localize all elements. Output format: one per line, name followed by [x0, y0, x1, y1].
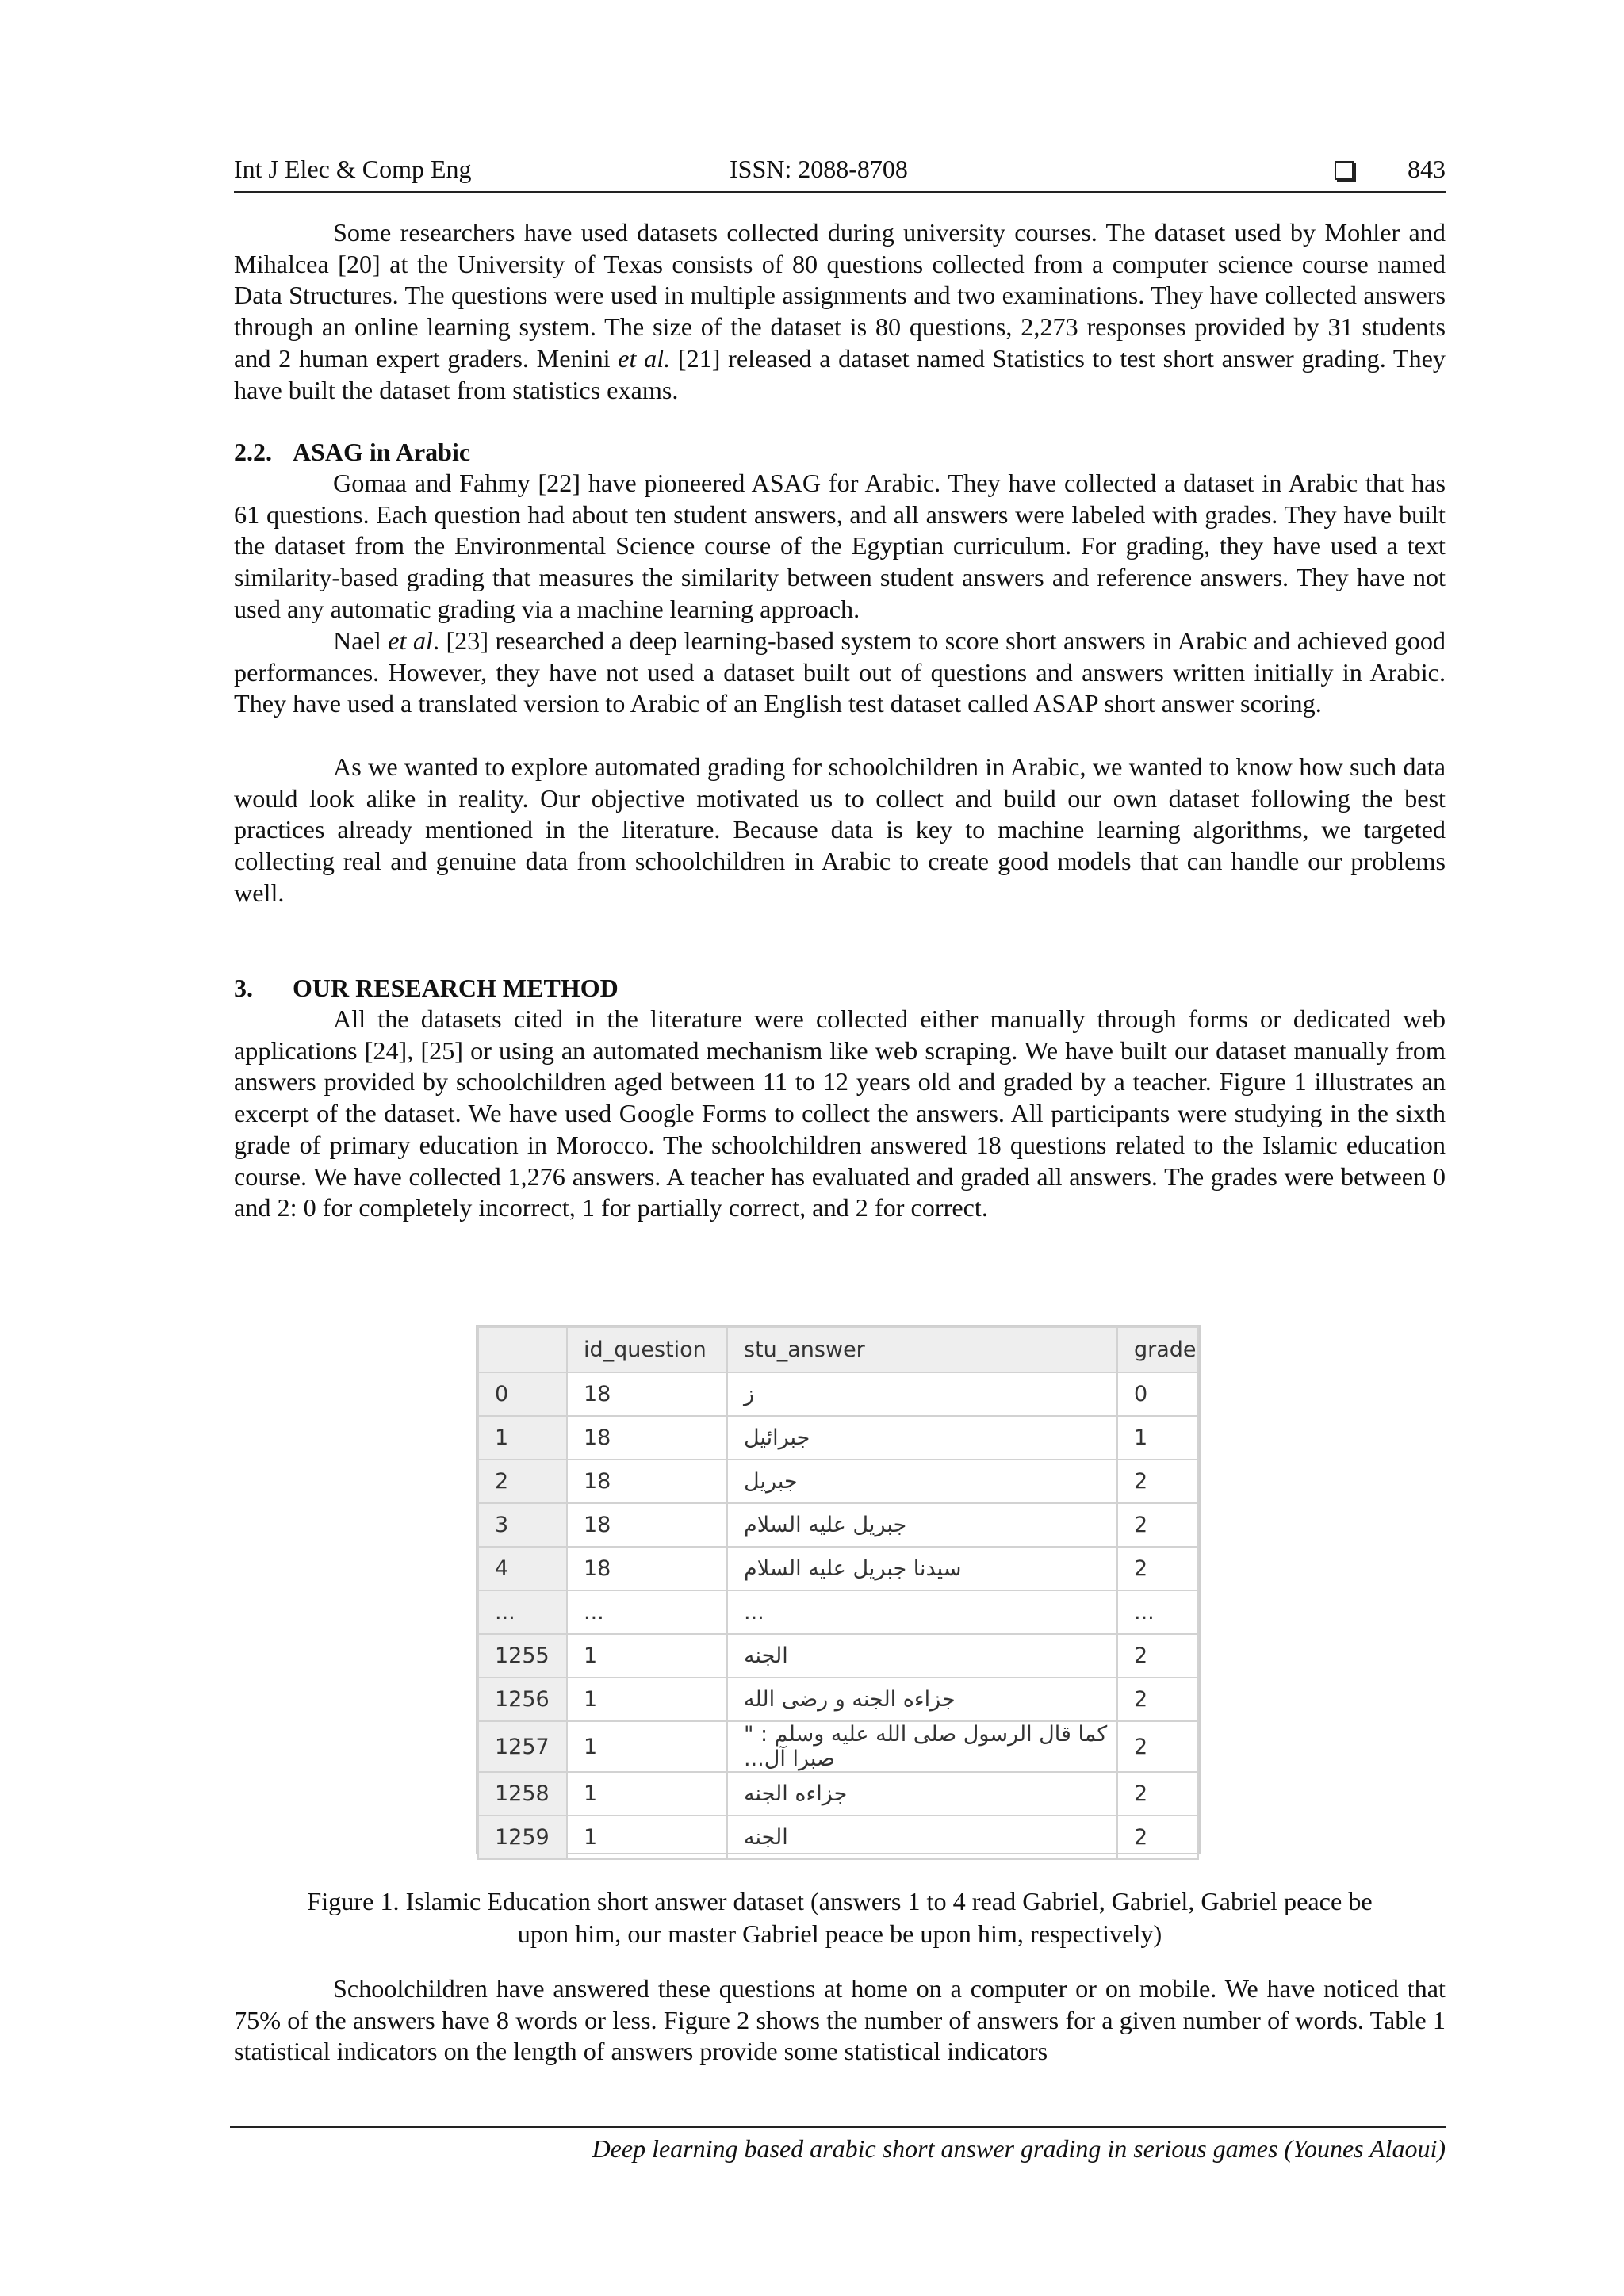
- answer-cell: الجنه: [727, 1816, 1117, 1859]
- grade-cell: 2: [1117, 1721, 1198, 1772]
- section-heading-3: [234, 972, 619, 1004]
- answer-cell: جزاءه الجنه و رضى الله: [727, 1678, 1117, 1721]
- section-title: ASAG in Arabic: [293, 438, 471, 466]
- table-row: [478, 1590, 1198, 1634]
- table-row: [478, 1772, 1198, 1816]
- row-index-cell: 2: [478, 1460, 567, 1503]
- answer-cell: ز: [727, 1372, 1117, 1416]
- column-header: grade: [1117, 1327, 1198, 1372]
- question-id-cell: 18: [567, 1503, 727, 1547]
- section-2-2-paragraph-3: As we wanted to explore automated grading for schoolchildren in Arabic, we wanted to know how such data would look alike in reality. Our objective motivated us to collect and build our own dataset following the best practices already mentioned in the literature. Because data is key to machine learning algorithms, we targeted collecting real and genuine data from schoolchildren in Arabic to create good models that can handle our problems well.: [234, 752, 1446, 907]
- table-row: [478, 1678, 1198, 1721]
- question-id-cell: 1: [567, 1678, 727, 1721]
- answer-cell: الجنه: [727, 1634, 1117, 1678]
- column-header: [478, 1327, 567, 1372]
- table-row: [478, 1721, 1198, 1772]
- answer-cell: جبريل عليه السلام: [727, 1503, 1117, 1547]
- caption-line: Figure 1. Islamic Education short answer dataset (answers 1 to 4 read Gabriel, Gabriel, Gabriel peace be: [307, 1887, 1373, 1915]
- row-index-cell: 1258: [478, 1772, 567, 1816]
- row-index-cell: 1259: [478, 1816, 567, 1859]
- row-index-cell: 1: [478, 1416, 567, 1460]
- answer-cell: ...: [727, 1590, 1117, 1634]
- grade-cell: 2: [1117, 1634, 1198, 1678]
- row-index-cell: 1257: [478, 1721, 567, 1772]
- grade-cell: 0: [1117, 1372, 1198, 1416]
- intro-italic: et al.: [618, 343, 671, 373]
- grade-cell: 2: [1117, 1678, 1198, 1721]
- row-index-cell: 0: [478, 1372, 567, 1416]
- row-index-cell: 4: [478, 1547, 567, 1590]
- section-number: 3.: [234, 974, 253, 1002]
- row-index-cell: 1255: [478, 1634, 567, 1678]
- question-id-cell: ...: [567, 1590, 727, 1634]
- row-index-cell: 1256: [478, 1678, 567, 1721]
- answer-cell: سيدنا جبريل عليه السلام: [727, 1547, 1117, 1590]
- answer-cell: جبرائيل: [727, 1416, 1117, 1460]
- figure-1-table: [476, 1325, 1201, 1854]
- table-header-row: [478, 1327, 1198, 1372]
- running-footer: Deep learning based arabic short answer grading in serious games (Younes Alaoui): [230, 2126, 1446, 2164]
- section-2-2-paragraph-1: Gomaa and Fahmy [22] have pioneered ASAG for Arabic. They have collected a dataset in Arabic that has 61 questions. Each question had about ten student answers, and all answers were labeled with grades. They have built the dataset from the Environmental Science course of the Egyptian curriculum. For grading, they have used a text similarity-based grading that measures the similarity between student answers and reference answers. They have not used any automatic grading via a machine learning approach.: [234, 469, 1446, 623]
- intro-paragraph: [234, 217, 1446, 406]
- intro-text: Some researchers have used datasets collected during university courses. The dataset used by Mohler and Mihalcea [20] at the University of Texas consists of 80 questions collected from a computer science course named Data Structures. The questions were used in multiple assignments and two examinations. They have collected answers through an online learning system. The size of the dataset is 80 questions, 2,273 responses provided by 31 students and 2 human expert graders. Menini: [234, 218, 1446, 373]
- column-header: id_question: [567, 1327, 727, 1372]
- grade-cell: 1: [1117, 1416, 1198, 1460]
- page-number: 843: [1408, 155, 1446, 183]
- table-row: [478, 1547, 1198, 1590]
- question-id-cell: 18: [567, 1460, 727, 1503]
- dataset-table: [477, 1326, 1199, 1860]
- table-row: [478, 1372, 1198, 1416]
- row-index-cell: ...: [478, 1590, 567, 1634]
- section-number: 2.2.: [234, 438, 272, 466]
- closing-paragraph: Schoolchildren have answered these questions at home on a computer or on mobile. We have noticed that 75% of the answers have 8 words or less. Figure 2 shows the number of answers for a given number of words. Table 1 statistical indicators on the length of answers provide some statistical indicators: [234, 1974, 1446, 2066]
- grade-cell: 2: [1117, 1547, 1198, 1590]
- column-header: stu_answer: [727, 1327, 1117, 1372]
- question-id-cell: 1: [567, 1816, 727, 1859]
- question-id-cell: 18: [567, 1372, 727, 1416]
- figure-1-caption: [234, 1885, 1446, 1950]
- section-title: OUR RESEARCH METHOD: [293, 974, 619, 1002]
- grade-cell: 2: [1117, 1772, 1198, 1816]
- question-id-cell: 1: [567, 1721, 727, 1772]
- p2-italic: et al: [388, 626, 433, 655]
- answer-cell: جزاءه الجنه: [727, 1772, 1117, 1816]
- section-3-paragraph-1: All the datasets cited in the literature were collected either manually through forms or dedicated web applications [24], [25] or using an automated mechanism like web scraping. We have built our dataset manually from answers provided by schoolchildren aged between 11 to 12 years old and graded by a teacher. Figure 1 illustrates an excerpt of the dataset. We have used Google Forms to collect the answers. All participants were studying in the sixth grade of primary education in Morocco. The schoolchildren answered 18 questions related to the Islamic education course. We have collected 1,276 answers. A teacher has evaluated and graded all answers. The grades were between 0 and 2: 0 for completely incorrect, 1 for partially correct, and 2 for correct.: [234, 1004, 1446, 1223]
- table-row: [478, 1634, 1198, 1678]
- running-header: [234, 155, 1446, 193]
- question-id-cell: 18: [567, 1416, 727, 1460]
- table-row: [478, 1816, 1198, 1859]
- issn: ISSN: 2088-8708: [730, 155, 908, 183]
- journal-name: Int J Elec & Comp Eng: [234, 155, 472, 183]
- p2-end: . [23] researched a deep learning-based system to score short answers in Arabic and achieved good performances. However, they have not used a dataset built out of questions and answers written initially in Arabic. They have used a translated version to Arabic of an English test dataset called ASAP short answer scoring.: [234, 626, 1446, 718]
- section-2-2-paragraph-2: [234, 626, 1446, 720]
- table-row: [478, 1460, 1198, 1503]
- table-row: [478, 1503, 1198, 1547]
- question-id-cell: 1: [567, 1634, 727, 1678]
- table-row: [478, 1416, 1198, 1460]
- question-id-cell: 18: [567, 1547, 727, 1590]
- grade-cell: ...: [1117, 1590, 1198, 1634]
- caption-line: upon him, our master Gabriel peace be upon him, respectively): [517, 1919, 1162, 1948]
- question-id-cell: 1: [567, 1772, 727, 1816]
- square-bullet-icon: [1335, 161, 1354, 180]
- answer-cell: جبريل: [727, 1460, 1117, 1503]
- answer-cell: كما قال الرسول صلى الله عليه وسلم : " صبرا آل...: [727, 1721, 1117, 1772]
- p2-start: Nael: [333, 626, 389, 655]
- grade-cell: 2: [1117, 1460, 1198, 1503]
- intro-text-end: [21] released a dataset named Statistics to test short answer grading. They have built the dataset from statistics exams.: [234, 343, 1446, 404]
- section-heading-2-2: [234, 436, 470, 468]
- grade-cell: 2: [1117, 1503, 1198, 1547]
- grade-cell: 2: [1117, 1816, 1198, 1859]
- row-index-cell: 3: [478, 1503, 567, 1547]
